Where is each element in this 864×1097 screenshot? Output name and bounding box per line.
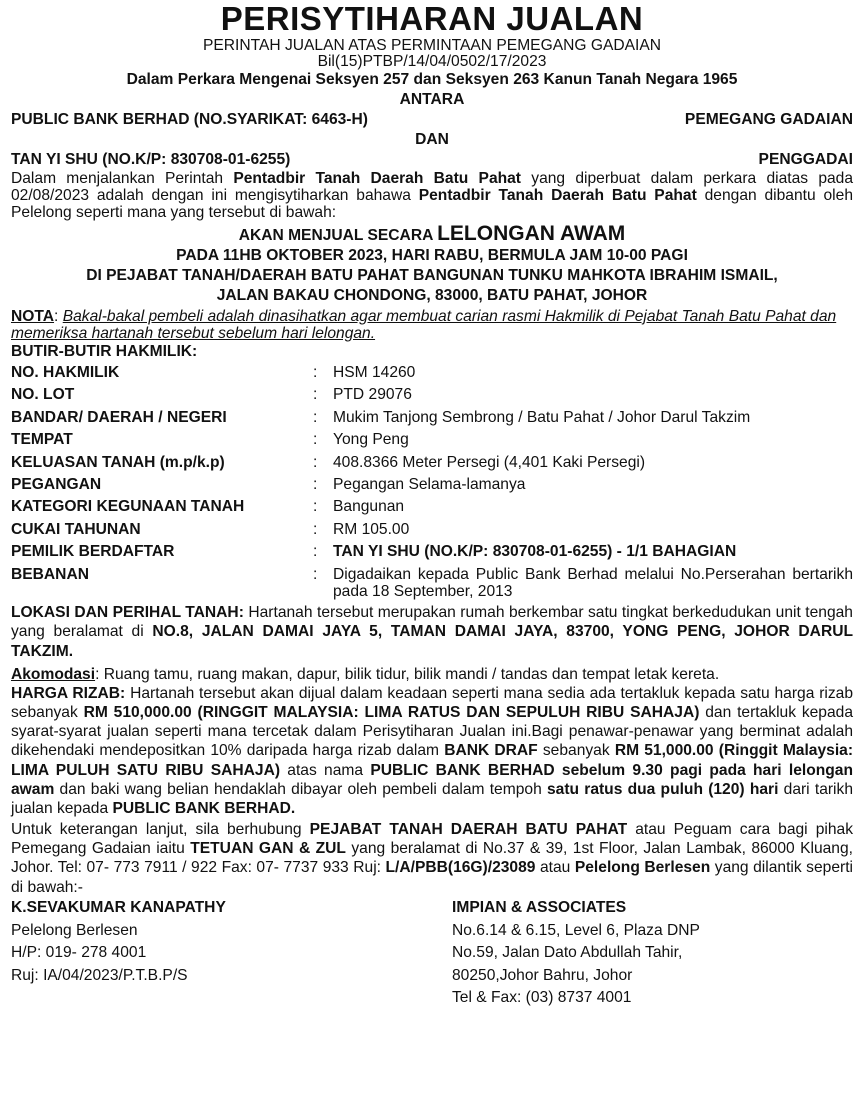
- details-label: BEBANAN: [11, 565, 89, 583]
- document-title: PERISYTIHARAN JUALAN: [220, 0, 644, 37]
- firm-name: IMPIAN & ASSOCIATES: [452, 899, 627, 916]
- details-row: [11, 541, 853, 563]
- auction-date: PADA 11HB OKTOBER 2023, HARI RABU, BERMULA JAM 10-00 PAGI: [176, 247, 688, 264]
- details-row: [11, 474, 853, 496]
- details-label: CUKAI TAHUNAN: [11, 520, 141, 538]
- details-heading: BUTIR-BUTIR HAKMILIK:: [11, 343, 198, 360]
- dan-label: DAN: [415, 131, 449, 148]
- details-value: HSM 14260: [333, 364, 416, 381]
- auctioneer-contact: [11, 897, 452, 1010]
- details-label: NO. LOT: [11, 386, 75, 404]
- chargor-name: TAN YI SHU (NO.K/P: 830708-01-6255): [11, 151, 291, 168]
- details-row: [11, 429, 853, 451]
- details-row: [11, 384, 853, 406]
- details-label: TEMPAT: [11, 431, 73, 449]
- document-subtitle: PERINTAH JUALAN ATAS PERMINTAAN PEMEGANG GADAIAN: [202, 37, 662, 54]
- legal-matter: Dalam Perkara Mengenai Seksyen 257 dan Seksyen 263 Kanun Tanah Negara 1965: [126, 71, 738, 88]
- details-colon: :: [313, 476, 318, 494]
- chargee-name: PUBLIC BANK BERHAD (NO.SYARIKAT: 6463-H): [11, 111, 368, 128]
- details-row: [11, 496, 853, 518]
- details-colon: :: [313, 543, 318, 561]
- details-row: [11, 407, 853, 429]
- chargor-role: PENGGADAI: [758, 151, 853, 168]
- details-value: RM 105.00: [333, 520, 410, 538]
- reference-number: Bil(15)PTBP/14/04/0502/17/2023: [317, 53, 547, 70]
- details-colon: :: [313, 364, 318, 381]
- details-label: BANDAR/ DAERAH / NEGERI: [11, 408, 227, 426]
- details-label: KATEGORI KEGUNAAN TANAH: [11, 498, 245, 516]
- details-colon: :: [313, 453, 318, 471]
- firm-address-1: No.6.14 & 6.15, Level 6, Plaza DNP: [452, 921, 700, 939]
- firm-address-2: No.59, Jalan Dato Abdullah Tahir,: [452, 944, 683, 961]
- details-colon: :: [313, 565, 318, 583]
- auctioneer-footer: [11, 897, 853, 1010]
- details-value: Pegangan Selama-lamanya: [333, 476, 526, 494]
- details-value: 408.8366 Meter Persegi (4,401 Kaki Persegi): [333, 453, 646, 471]
- details-label: NO. HAKMILIK: [11, 364, 120, 381]
- auction-announcement: [11, 224, 853, 306]
- firm-contact: [452, 897, 853, 1010]
- intro-paragraph: Dalam menjalankan Perintah Pentadbir Tanah Daerah Batu Pahat yang diperbuat dalam perkara diatas pada 02/08/2023 adalah dengan ini mengisytiharkan bahawa Pentadbir Tanah Daerah Batu Pahat dengan dibantu oleh Pelelong seperti mana yang tersebut di bawah:: [11, 170, 854, 221]
- details-label: PEGANGAN: [11, 476, 102, 494]
- details-colon: :: [313, 498, 318, 516]
- details-value: Digadaikan kepada Public Bank Berhad melalui No.Perserahan bertarikh pada 18 September, 2013: [333, 565, 853, 600]
- details-value: Bangunan: [333, 498, 405, 516]
- firm-address-3: 80250,Johor Bahru, Johor: [452, 966, 633, 984]
- details-row: [11, 362, 853, 384]
- auctioneer-phone: H/P: 019- 278 4001: [11, 944, 147, 961]
- details-label: PEMILIK BERDAFTAR: [11, 543, 175, 561]
- location-paragraph: LOKASI DAN PERIHAL TANAH: Hartanah tersebut merupakan rumah berkembar satu tingkat berkedudukan unit tengah yang beralamat di NO.8, JALAN DAMAI JAYA 5, TAMAN DAMAI JAYA, 83700, YONG PENG, JOHOR DARUL TAKZIM.: [11, 603, 853, 660]
- auctioneer-ref: Ruj: IA/04/2023/P.T.B.P/S: [11, 966, 188, 984]
- auction-venue: DI PEJABAT TANAH/DAERAH BATU PAHAT BANGUNAN TUNKU MAHKOTA IBRAHIM ISMAIL,: [86, 267, 778, 284]
- details-colon: :: [313, 408, 318, 426]
- details-row: [11, 519, 853, 541]
- chargee-role: PEMEGANG GADAIAN: [684, 111, 853, 128]
- details-row: [11, 564, 853, 600]
- title-details-table: [11, 362, 853, 600]
- auction-line-1: AKAN MENJUAL SECARA LELONGAN AWAM: [238, 222, 626, 245]
- details-row: [11, 452, 853, 474]
- firm-tel-fax: Tel & Fax: (03) 8737 4001: [452, 989, 632, 1006]
- details-label: KELUASAN TANAH (m.p/k.p): [11, 453, 225, 471]
- contact-paragraph: Untuk keterangan lanjut, sila berhubung PEJABAT TANAH DAERAH BATU PAHAT atau Peguam cara bagi pihak Pemegang Gadaian iaitu TETUAN GAN & ZUL yang beralamat di No.37 & 39, 1st Floor, Jalan Lambak, 86000 Kluang, Johor. Tel: 07- 773 7911 / 922 Fax: 07- 7737 933 Ruj: L/A/PBB(16G)/23089 atau Pelelong Berlesen yang dilantik seperti di bawah:-: [11, 820, 853, 896]
- details-value: Yong Peng: [333, 431, 409, 449]
- party-chargee-row: [11, 110, 853, 130]
- auctioneer-name: K.SEVAKUMAR KANAPATHY: [11, 899, 226, 916]
- accommodation-paragraph: Akomodasi: Ruang tamu, ruang makan, dapur, bilik tidur, bilik mandi / tandas dan tempat letak kereta.: [11, 666, 720, 684]
- details-colon: :: [313, 520, 318, 538]
- reserve-price-paragraph: HARGA RIZAB: Hartanah tersebut akan dijual dalam keadaan seperti mana sedia ada tertakluk kepada satu harga rizab sebanyak RM 510,000.00 (RINGGIT MALAYSIA: LIMA RATUS DAN SEPULUH RIBU SAHAJA) dan tertakluk kepada syarat-syarat jualan seperti mana tercetak dalam Perisytiharan Jualan ini.Bagi penawar-penawar yang berminat adalah dikehendaki mendepositkan 10% daripada harga rizab dalam BANK DRAF sebanyak RM 51,000.00 (Ringgit Malaysia: LIMA PULUH SATU RIBU SAHAJA) atas nama PUBLIC BANK BERHAD sebelum 9.30 pagi pada hari lelongan awam dan baki wang belian hendaklah dibayar oleh pembeli dalam tempoh satu ratus dua puluh (120) hari dari tarikh jualan kepada PUBLIC BANK BERHAD.: [11, 685, 854, 817]
- party-chargor-row: [11, 150, 853, 170]
- auctioneer-role: Pelelong Berlesen: [11, 921, 138, 939]
- details-colon: :: [313, 386, 318, 404]
- auction-venue-address: JALAN BAKAU CHONDONG, 83000, BATU PAHAT, JOHOR: [216, 287, 648, 304]
- antara-label: ANTARA: [399, 91, 465, 108]
- details-value: PTD 29076: [333, 386, 412, 404]
- details-colon: :: [313, 431, 318, 449]
- nota-paragraph: NOTA: Bakal-bakal pembeli adalah dinasihatkan agar membuat carian rasmi Hakmilik di Pejabat Tanah Batu Pahat dan memeriksa hartanah tersebut sebelum hari lelongan.: [11, 308, 837, 342]
- details-value: Mukim Tanjong Sembrong / Batu Pahat / Johor Darul Takzim: [333, 408, 751, 426]
- details-value: TAN YI SHU (NO.K/P: 830708-01-6255) - 1/1 BAHAGIAN: [333, 543, 737, 561]
